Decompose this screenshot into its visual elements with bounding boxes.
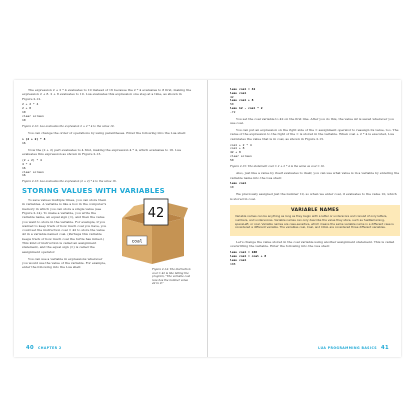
chapter-label: LUA PROGRAMMING BASICS	[318, 346, 377, 350]
code-input: lua> coal = 42	[230, 87, 256, 91]
paragraph: We previously assigned just the number 10, so when we enter coal, it evaluates to the value 10, which is stored in coal.	[230, 192, 398, 201]
code-line: 50	[230, 157, 234, 162]
code-block	[22, 138, 192, 146]
cardboard-box-illustration	[114, 198, 192, 268]
code-input: lua> coal = coal + 8	[230, 254, 267, 259]
code-block	[22, 159, 192, 178]
code-line: 10	[22, 110, 26, 115]
figure-caption: Figure 2-12: Lua evaluates the expression 2 + 2 * 4 to the value 10.	[22, 123, 115, 128]
left-column	[22, 88, 193, 286]
paragraph: Let's change the value stored in the coal variable using another assignment statement. This is called overwriting the variable. Enter the following into the Lua shell:	[230, 240, 396, 249]
code-line: clear screen	[22, 169, 44, 174]
code-line: 2 + 2 * 4	[22, 102, 39, 107]
code-line: coal + 2 * 4	[230, 142, 252, 147]
variable-section	[22, 198, 192, 286]
variable-names-sidebar	[230, 205, 400, 236]
figure-caption: Figure 2-15: The statement coal = 2 + 2 * 4 is the same as coal = 10.	[230, 164, 325, 169]
code-block	[230, 88, 400, 115]
code-input: lua> 12 - coal * 2	[230, 105, 263, 110]
code-input: lua> coal + 8	[230, 98, 254, 103]
right-column	[230, 88, 400, 269]
page-footer	[318, 345, 393, 351]
sidebar-paragraph: Variable names can be anything as long as they begin with a letter or underscore and consist of only letters, numbers, and underscores. Variable names can only describe the value they store, such as fuelRemaining, spaceLeft, or coal. Variable names are case-sensitive, which means the same variable name in a different case is considered a different variable. The variables coal, Coal, and COAL are considered three different variables.	[235, 213, 395, 230]
chapter-label: CHAPTER 2	[38, 346, 62, 350]
section-heading: STORING VALUES WITH VARIABLES	[22, 187, 165, 196]
coal-box-figure	[114, 198, 192, 268]
code-block	[22, 103, 192, 122]
code-line: clear screen	[22, 113, 44, 118]
code-block	[230, 182, 400, 190]
paragraph: The expression 2 + 2 * 4 evaluates to 10 instead of 16 because the 2 * 4 evaluates to 8 first, making the expression 2 + 8. 2 + 8 evaluates to 10. Lua evaluates this expression one step at a time, as shown in Figure 2-12.	[22, 88, 193, 101]
code-block	[230, 144, 400, 163]
box-value: 42	[147, 206, 165, 222]
code-line: 2 + 8	[22, 106, 32, 111]
code-input: lua> coal = 100	[230, 250, 258, 255]
code-output: 16	[22, 140, 26, 145]
paragraph: You set the coal variable to 42 on the first line. After you do this, the value 42 is saved wherever you use coal.	[230, 116, 395, 126]
code-line: clear screen	[230, 154, 252, 159]
code-line: 16	[22, 165, 26, 170]
paragraph: You can put an expression on the right side of the = assignment operator to reassign its value, too. The value of the expression to the right of the = is stored in the variable. When coal + 2 * 4 is executed, Lua calculates the value that is in coal, as shown in Figure 2-15.	[230, 128, 400, 141]
code-output: 50	[230, 102, 234, 107]
code-output: 42	[230, 94, 234, 99]
box-label: coal	[131, 239, 143, 245]
paragraph: You can use a variable in expressions wherever you would use the value of the variable. For example, enter the following into the Lua shell:	[22, 256, 108, 270]
left-page	[14, 80, 207, 357]
code-output: -72	[230, 109, 236, 114]
code-input: lua> coal	[230, 181, 247, 186]
paragraph: You can change the order of operations by using parentheses. Enter the following into the Lua shell:	[28, 131, 186, 136]
page-footer	[22, 345, 62, 351]
code-input: > (2 + 2) * 4	[22, 136, 46, 141]
paragraph: To save values multiple times, you can store them in variables. A variable is like a box in the computer's memory in which you can store a single value (see Figure 2-14). To make a variable, you write the variable name, an equal sign (=), and then the value you want to store in the variable. For example, if you wanted to keep track of how much coal you have, you could set the instruction coal = 42 to store the value 42 in a variable named coal. (Perhaps this variable keeps track of how much coal the turtle has mined.) This kind of instruction is called an assignment statement, and the equal sign (=) is called the assignment operator.	[22, 198, 108, 254]
figure-caption: Figure 2-14: The instruction coal = 42 is like telling the program, "The variable coal now has the number value 42 in it."	[152, 267, 192, 286]
page-number: 40	[26, 345, 35, 351]
book-spread	[14, 80, 401, 357]
code-line: 4 * 4	[22, 161, 32, 166]
page-number: 41	[380, 345, 389, 351]
right-page	[208, 80, 401, 357]
sidebar-title: VARIABLE NAMES	[291, 207, 339, 213]
code-line: (2 + 2) * 4	[22, 158, 42, 163]
figure-caption: Figure 2-13: Lua evaluates the expression (2 + 2) * 4 to the value 16.	[22, 179, 117, 184]
code-line: 10	[22, 117, 26, 122]
code-line: 42 + 8	[230, 150, 241, 155]
code-output: 10	[230, 185, 234, 190]
paragraph: Also, just like a value by itself evaluates to itself, you can use what value is in a variable by entering the variable name into the Lua shell:	[230, 171, 401, 180]
code-line: coal + 8	[230, 146, 245, 151]
code-block	[230, 251, 400, 266]
code-input: lua> coal	[230, 90, 247, 95]
code-line: 16	[22, 173, 26, 178]
code-input: lua> coal	[230, 257, 247, 262]
code-output: 108	[230, 261, 236, 266]
paragraph: Now the (2 + 2) part evaluates to 4 first, making the expression 4 * 4, which evaluates to 16. Lua evaluates this expression as shown in Figure 2-13.	[22, 147, 182, 157]
